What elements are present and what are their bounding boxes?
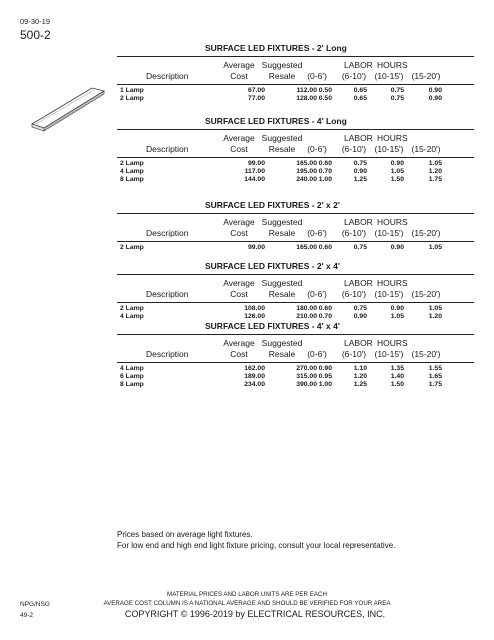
row-suggested-resale: 390.00	[296, 381, 317, 388]
column-header-resale: Resale	[268, 349, 296, 359]
column-header-description: Description	[146, 349, 189, 359]
header-rule-bottom	[117, 362, 474, 363]
row-description: 6 Lamp	[120, 373, 144, 380]
row-hours-10-15: 0.90	[390, 160, 404, 167]
row-hours-15-20: 1.20	[428, 168, 442, 175]
row-hours-0-6: 0.60	[318, 244, 332, 251]
row-suggested-resale: 165.00	[296, 244, 317, 251]
row-hours-10-15: 1.05	[390, 168, 404, 175]
row-hours-10-15: 1.35	[390, 365, 404, 372]
column-header-range-h1: (0-6')	[307, 71, 327, 81]
row-description: 4 Lamp	[120, 313, 144, 320]
row-hours-10-15: 1.40	[390, 373, 404, 380]
table-row	[117, 95, 474, 103]
row-description: 4 Lamp	[120, 365, 144, 372]
header-rule-bottom	[117, 84, 474, 85]
row-suggested-resale: 112.00	[296, 87, 317, 94]
row-hours-10-15: 1.50	[390, 176, 404, 183]
column-header-cost: Cost	[230, 228, 248, 238]
column-header-average: Average	[223, 60, 255, 70]
column-header-range-h3: (10-15')	[374, 144, 404, 154]
row-description: 2 Lamp	[120, 305, 144, 312]
column-header-description: Description	[146, 289, 189, 299]
column-header-range-h3: (10-15')	[374, 289, 404, 299]
header-rule-top	[117, 56, 474, 57]
column-header-description: Description	[146, 71, 189, 81]
row-hours-15-20: 1.75	[428, 176, 442, 183]
row-hours-15-20: 1.05	[428, 160, 442, 167]
note-line-2: For low end and high end light fixture pricing, consult your local representative.	[117, 541, 396, 550]
row-description: 4 Lamp	[120, 168, 144, 175]
row-description: 2 Lamp	[120, 95, 144, 102]
table-row	[117, 373, 474, 381]
column-header-hours: HOURS	[377, 133, 408, 143]
row-hours-0-6: 0.60	[318, 160, 332, 167]
section-title: SURFACE LED FIXTURES - 2' x 4'	[205, 261, 340, 271]
header-rule-top	[117, 213, 474, 214]
row-hours-6-10: 0.75	[353, 305, 367, 312]
row-average-cost: 162.00	[244, 365, 265, 372]
footer-page-number: 49-2	[20, 612, 34, 619]
table-row	[117, 160, 474, 168]
row-hours-0-6: 0.70	[318, 168, 332, 175]
column-header-resale: Resale	[268, 71, 296, 81]
column-header-labor: LABOR	[344, 133, 373, 143]
row-hours-15-20: 1.20	[428, 313, 442, 320]
row-suggested-resale: 240.00	[296, 176, 317, 183]
row-hours-0-6: 1.00	[318, 381, 332, 388]
column-header-average: Average	[223, 133, 255, 143]
row-hours-0-6: 0.70	[318, 313, 332, 320]
row-hours-10-15: 1.50	[390, 381, 404, 388]
header-rule-bottom	[117, 157, 474, 158]
row-hours-0-6: 1.00	[318, 176, 332, 183]
row-average-cost: 77.00	[247, 95, 265, 102]
row-hours-6-10: 0.75	[353, 160, 367, 167]
column-header-range-h4: (15-20')	[411, 228, 441, 238]
header-rule-bottom	[117, 302, 474, 303]
column-header-labor: LABOR	[344, 60, 373, 70]
row-suggested-resale: 180.00	[296, 305, 317, 312]
row-hours-10-15: 0.75	[390, 87, 404, 94]
header-rule-top	[117, 334, 474, 335]
row-hours-15-20: 1.05	[428, 305, 442, 312]
column-header-resale: Resale	[268, 289, 296, 299]
row-suggested-resale: 128.00	[296, 95, 317, 102]
column-header-suggested: Suggested	[261, 217, 303, 227]
row-description: 8 Lamp	[120, 381, 144, 388]
table-row	[117, 168, 474, 176]
column-header-resale: Resale	[268, 228, 296, 238]
page-code: 500-2	[20, 28, 51, 42]
row-description: 8 Lamp	[120, 176, 144, 183]
column-header-labor: LABOR	[344, 278, 373, 288]
column-header-range-h1: (0-6')	[307, 144, 327, 154]
row-average-cost: 108.00	[244, 305, 265, 312]
column-header-range-h2: (6-10')	[341, 289, 367, 299]
column-header-range-h1: (0-6')	[307, 349, 327, 359]
row-average-cost: 144.00	[244, 176, 265, 183]
row-hours-6-10: 0.65	[353, 87, 367, 94]
column-header-range-h2: (6-10')	[341, 144, 367, 154]
table-row	[117, 305, 474, 313]
row-hours-6-10: 1.25	[353, 176, 367, 183]
row-hours-10-15: 1.05	[390, 313, 404, 320]
column-header-cost: Cost	[230, 289, 248, 299]
row-hours-0-6: 0.95	[318, 373, 332, 380]
row-suggested-resale: 315.00	[296, 373, 317, 380]
row-average-cost: 126.00	[244, 313, 265, 320]
column-header-labor: LABOR	[344, 338, 373, 348]
column-header-average: Average	[223, 338, 255, 348]
row-average-cost: 189.00	[244, 373, 265, 380]
row-description: 2 Lamp	[120, 244, 144, 251]
row-average-cost: 234.00	[244, 381, 265, 388]
row-hours-6-10: 0.65	[353, 95, 367, 102]
column-header-labor: LABOR	[344, 217, 373, 227]
column-header-range-h2: (6-10')	[341, 349, 367, 359]
row-hours-15-20: 1.65	[428, 373, 442, 380]
column-header-hours: HOURS	[377, 338, 408, 348]
row-average-cost: 67.00	[247, 87, 265, 94]
column-header-range-h2: (6-10')	[341, 71, 367, 81]
footer-line-2: AVERAGE COST COLUMN IS A NATIONAL AVERAGE AND SHOULD BE VERIFIED FOR YOUR AREA	[103, 600, 391, 607]
column-header-range-h4: (15-20')	[411, 289, 441, 299]
row-suggested-resale: 165.00	[296, 160, 317, 167]
row-hours-6-10: 0.75	[353, 244, 367, 251]
footer-copyright: COPYRIGHT © 1996-2019 by ELECTRICAL RESOURCES, INC.	[124, 609, 386, 619]
row-average-cost: 99.00	[247, 160, 265, 167]
row-hours-0-6: 0.90	[318, 365, 332, 372]
row-suggested-resale: 195.00	[296, 168, 317, 175]
row-suggested-resale: 270.00	[296, 365, 317, 372]
row-hours-6-10: 0.90	[353, 313, 367, 320]
row-average-cost: 117.00	[244, 168, 265, 175]
section-title: SURFACE LED FIXTURES - 4' Long	[205, 116, 347, 126]
footer-left-code: NPG/NSG	[20, 601, 50, 608]
row-description: 2 Lamp	[120, 160, 144, 167]
row-description: 1 Lamp	[120, 87, 144, 94]
column-header-suggested: Suggested	[261, 338, 303, 348]
column-header-range-h3: (10-15')	[374, 349, 404, 359]
column-header-range-h4: (15-20')	[411, 349, 441, 359]
column-header-suggested: Suggested	[261, 278, 303, 288]
row-hours-15-20: 1.05	[428, 244, 442, 251]
row-hours-6-10: 0.90	[353, 168, 367, 175]
column-header-range-h3: (10-15')	[374, 228, 404, 238]
row-hours-0-6: 0.50	[318, 95, 332, 102]
column-header-average: Average	[223, 278, 255, 288]
table-row	[117, 244, 474, 252]
row-hours-15-20: 1.75	[428, 381, 442, 388]
note-line-1: Prices based on average light fixtures.	[117, 530, 253, 539]
column-header-range-h3: (10-15')	[374, 71, 404, 81]
column-header-resale: Resale	[268, 144, 296, 154]
column-header-description: Description	[146, 228, 189, 238]
row-hours-10-15: 0.90	[390, 305, 404, 312]
row-suggested-resale: 210.00	[296, 313, 317, 320]
row-hours-15-20: 1.55	[428, 365, 442, 372]
column-header-cost: Cost	[230, 349, 248, 359]
row-hours-6-10: 1.25	[353, 381, 367, 388]
column-header-suggested: Suggested	[261, 60, 303, 70]
row-hours-0-6: 0.50	[318, 87, 332, 94]
column-header-range-h1: (0-6')	[307, 289, 327, 299]
column-header-hours: HOURS	[377, 217, 408, 227]
row-hours-0-6: 0.60	[318, 305, 332, 312]
row-average-cost: 99.00	[247, 244, 265, 251]
column-header-range-h1: (0-6')	[307, 228, 327, 238]
table-row	[117, 87, 474, 95]
row-hours-15-20: 0.90	[428, 87, 442, 94]
row-hours-6-10: 1.10	[353, 365, 367, 372]
column-header-cost: Cost	[230, 144, 248, 154]
column-header-hours: HOURS	[377, 60, 408, 70]
column-header-cost: Cost	[230, 71, 248, 81]
section-title: SURFACE LED FIXTURES - 2' x 2'	[205, 200, 340, 210]
section-title: SURFACE LED FIXTURES - 2' Long	[205, 43, 347, 53]
linear-fixture-illustration	[30, 86, 106, 132]
table-row	[117, 176, 474, 184]
column-header-range-h4: (15-20')	[411, 144, 441, 154]
column-header-average: Average	[223, 217, 255, 227]
column-header-suggested: Suggested	[261, 133, 303, 143]
row-hours-15-20: 0.90	[428, 95, 442, 102]
row-hours-10-15: 0.90	[390, 244, 404, 251]
header-rule-top	[117, 129, 474, 130]
row-hours-10-15: 0.75	[390, 95, 404, 102]
table-row	[117, 313, 474, 321]
document-date: 09-30-19	[20, 17, 51, 26]
header-rule-top	[117, 274, 474, 275]
column-header-range-h2: (6-10')	[341, 228, 367, 238]
footer-line-1: MATERIAL PRICES AND LABOR UNITS ARE PER EACH	[167, 591, 327, 598]
section-title: SURFACE LED FIXTURES - 4' x 4'	[205, 321, 340, 331]
row-hours-6-10: 1.20	[353, 373, 367, 380]
column-header-hours: HOURS	[377, 278, 408, 288]
column-header-description: Description	[146, 144, 189, 154]
table-row	[117, 381, 474, 389]
table-row	[117, 365, 474, 373]
column-header-range-h4: (15-20')	[411, 71, 441, 81]
header-rule-bottom	[117, 241, 474, 242]
